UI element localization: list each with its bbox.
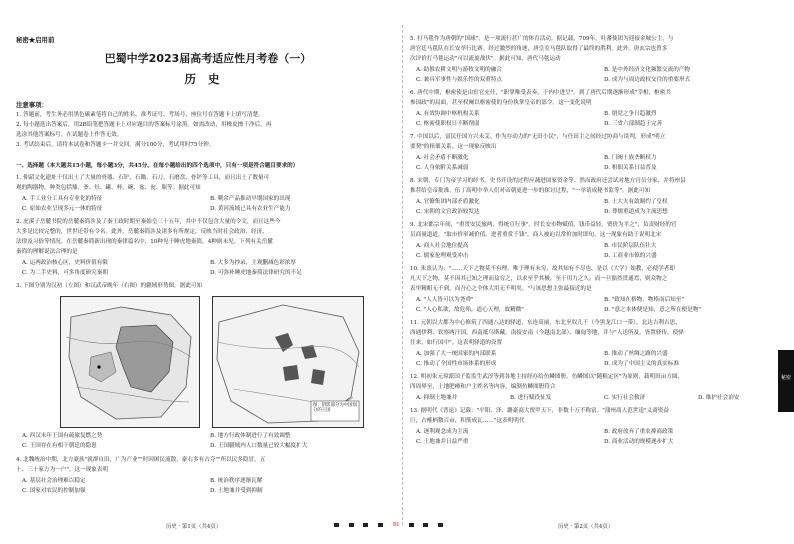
side-tab-label: 秘密	[780, 375, 791, 381]
option: A. 社会矛盾不断激化	[416, 155, 469, 161]
secret-label: 秘密★启用前	[16, 36, 55, 44]
q13-line: 13. 据明代《普论》记载："平阳、泽、潞豪商大贾甲天下，非数十万不称富。"蒲州商人范世逵"义商资益	[410, 408, 669, 414]
q10-line: 表里精粗无不到，而吾心之全体大用无不明矣。"与该思想主张最接近的是	[410, 286, 592, 292]
page-divider	[402, 25, 403, 525]
option: C. "人心私欲，故危殆，道心天理，故精微"	[416, 307, 524, 313]
note-line: 3. 考试结束后，请将本试卷和答题卡一并交回。满分100分，考试用时75分钟。	[16, 142, 215, 148]
q9-line: 员商量道道，"取市价率减价值，进者重赏千钱"。商人被迫以常价加时即旬，这一现象有助于说明北宋	[410, 232, 662, 238]
q4-line: 十、三十家方为一户"。这一现象表明	[16, 467, 109, 473]
mark-square	[409, 523, 414, 527]
option: A. 逐利观念成为主流	[416, 429, 469, 435]
option: B. 市民阶层队伍壮大	[604, 243, 657, 249]
q11-line: 往来，如行国中"。这表明驿道的设置	[410, 340, 503, 346]
footer-marks	[330, 522, 447, 528]
notes-title: 注意事项：	[16, 101, 48, 109]
option: D. 黄河流域已具有农业生产能力	[210, 206, 291, 212]
side-tab	[778, 350, 794, 412]
map-early-han-graphic	[61, 297, 199, 427]
q5-line: 次评价打马毯运动"可以流旋战伏"。据此可知，唐代马毯运动	[410, 56, 561, 62]
option: A. 西汉末年王国有疏旅复燃之势	[22, 433, 103, 439]
option: A. 手工业分工具有专业化的特征	[22, 196, 103, 202]
q7-line: 要契"的租佃关系。这一现象反映出	[410, 144, 497, 150]
option: D. 商业活动的规模逐步扩大	[604, 439, 674, 445]
option: A. 抑制土地兼并	[416, 395, 458, 401]
page-right	[410, 0, 794, 544]
option: B. 大多为抄录，主观删减色彩浓厚	[210, 260, 296, 266]
q8-line: 8. 宋朝，专门为帝学习的经书，史书开设的过程应蔬进国家资金等。然而政府还尝试对地方官员分家，并将州县	[410, 178, 686, 184]
q11-line: 西通伊利、钦察两汗国，西南抵乌斯藏，南接安南（今越南北部）、缅甸等地，并与"人送所及，皆置驿传，使驿	[410, 330, 684, 336]
option: C. 兼具军事性与娱乐性的双重特点	[416, 77, 502, 83]
q7-line: 7. 中国以后，富民任国方兴未艾。作为存动力的"无田小民"，与任田主之间经过协商与谈判，形成"明立	[410, 134, 666, 140]
q2-line: 秦简的理解说法合理的是	[16, 249, 78, 255]
section-heading: 一、选择题（本大题共15小题，每小题3分，共45分。在每小题给出的四个选项中，只有一项是符合题目要求的）	[16, 163, 299, 169]
option: A. 基层社会治理难以稳定	[22, 478, 86, 484]
option: D. 成为了中国主义的真实标准	[604, 361, 679, 367]
note-line: 2. 每小题选出答案后，用2B铅笔把答题卡上对应题目的答案标号涂黑。如需改动，用橡皮擦干净后，再	[16, 122, 272, 128]
q1-line: 1. 仰韶文化遗址干仅出土了大量的骨器、石铲、石锄、石刀、石磨盘、骨铲等工具，而且出土了数量可	[16, 175, 270, 181]
option: C. 人身依附关系减弱	[416, 165, 469, 171]
option: B. 朋党之争日趋激烈	[604, 111, 657, 117]
page-left	[16, 0, 400, 544]
option: C. 宋朝的文官政治较发达	[416, 209, 480, 215]
option: B. "致知在格物，物格而后知至"	[604, 297, 684, 303]
option: C. 推动了全国性市场体系的形成	[416, 361, 497, 367]
map-late-wudi	[212, 296, 364, 428]
option: C. 实行社会救济	[604, 395, 646, 401]
q2-line: 大多是比较完整的，世世还带有令名。此外，岳麓秦简涉及诸多有所规定，反映当时社会政治、经济、	[16, 229, 268, 235]
q4-line: 4. 北魏统治中期，北方豪族"就群自田，广为产业""时因困民流散，豪右多有占夺""所以民多隐冒，五	[16, 457, 266, 463]
option: B. 推动了丝绸之路的兴盛	[604, 351, 668, 357]
option: B. 地方行政体制进行了有效调整	[210, 433, 291, 439]
option: C. 国家对农民的控制加强	[22, 488, 86, 494]
mark-square	[423, 523, 428, 527]
option: B. 剩余产品推动早期国家的出现	[210, 196, 291, 202]
option: A. 商人社会地位提高	[416, 243, 469, 249]
mark-square	[378, 523, 383, 527]
mark-square	[363, 523, 368, 527]
option: D. 工商业市镇的兴盛	[604, 253, 657, 259]
q12-line: 四周界至，土地肥瘠和户主姓名等内容，编制鱼鳞图册符合	[410, 384, 556, 390]
map-early-han	[60, 296, 200, 428]
option: A. 运两政治核心区，史料价值有限	[22, 260, 108, 266]
option: C. 原始农业呈现多元一体的特征	[22, 206, 103, 212]
option: C. 王国存在有相干朝廷的隐患	[22, 443, 97, 449]
q5-line: 唐官廷马毯队在长安举行比赛。经过激烈的角逐，唐皇室马毯队取得了最终的胜利。此外，唐玄宗也曾多	[410, 46, 668, 52]
map-legend: 图：阴影部分为中国划分的王国	[313, 403, 357, 414]
q6-line: 参国政"的局面，甚至权阉以枢密使的身份执掌皇帝的部令。这一变化说明	[410, 100, 592, 106]
mark-square	[349, 523, 354, 527]
option: B. 士大夫有效制约了皇权	[604, 199, 668, 205]
option: D. 租佃关系日益普及	[604, 165, 657, 171]
q9-line: 9. 北宋都宗年间，"重贯安民旅两，得统宣行事"。时长安市物赋值，钱币益轻，贾价为平之"，负责财经的官	[410, 222, 677, 228]
q2-line: 2. 虎溪子岳麓书院的岳麓秦简涉及了秦王政时期至秦始皇三十五年，其中不仅包含大量的令文，而且这些今	[16, 219, 281, 225]
note-line: 1. 答题前，考生务必用黑色碳素笔将自己的姓名、准考证号、考场号、座位号在答题卡上填写清楚。	[16, 112, 264, 118]
option: C. 为二手史料，可多角度研究秦朝	[22, 270, 108, 276]
option: C. 枢密使职权日不断削弱	[416, 121, 480, 127]
option: B. 是中外经济文化频繁交流的产物	[604, 67, 690, 73]
option: D. 三省六部制趋于完善	[604, 121, 663, 127]
q12-line: 12. 明初朱元璋派国子监监生武淳等到各地主持经办给鱼鳞图册。鱼鳞图以"随粮定区"为原则，载明田亩方圆，	[410, 374, 684, 380]
q3-line: 3. 下图分别为汉初（左图）和汉武帝晚年（右图）的疆域形势图。据此可知	[16, 283, 203, 289]
option: D. "意之本体便是知，意之所在便是物"	[604, 307, 701, 313]
option: D. 王国疆域内人口数量已较大幅度扩大	[210, 443, 308, 449]
option: A. 助推农耕文明与游牧文明的融合	[416, 67, 502, 73]
option: A. "人人皆可以为尧舜"	[416, 297, 474, 303]
footer-left: 历史 · 第1页（共4页）	[166, 524, 222, 530]
option: B. 政府放弃了重农抑商政策	[604, 429, 674, 435]
q10-line: 凡天下之物，莫不因其已知之理而益穷之，以求至乎其极。至于用力之久，而一旦豁然贯通焉，则众物之	[410, 276, 668, 282]
option: C. 儒家伦理观受冲击	[416, 253, 469, 259]
mark-square	[438, 523, 443, 527]
option: A. 加强了大一统国家的内部联系	[416, 351, 497, 357]
q10-line: 10. 朱熹认为："……天下之物莫不有理，唯于理有未穷，故其知有不尽也，是以《大学》始教，必使学者即	[410, 266, 675, 272]
footer-mid-label: BI	[392, 522, 399, 528]
q11-line: 11. 元朝以大都为中心修筑了四通八达的驿道，东连高丽，东北至奴儿干（今黑龙江口一带），北达吉利吉思，	[410, 320, 681, 326]
q5-line: 5. 打马毯作为唐朝的"国球"，是一项流行甚广的体育活动。据记载，709年，吐蕃使团为迎接金城公主，与	[410, 36, 674, 42]
note-line: 选涂其他答案标号。在试题卷上作答无效。	[16, 132, 123, 138]
option: C. 土地兼并日益严重	[416, 439, 469, 445]
q13-line: 巨，占榷柄数百亩，积筋成瓦……"这表明明代	[410, 418, 525, 424]
option: A. 官僚集团内部矛盾激化	[416, 199, 480, 205]
option: D. 土地兼并受到抑制	[210, 488, 263, 494]
q6-line: 6. 唐代中期，枢密使是由宦官充任，"职掌唯受表奏，于内中进呈"。到了唐代后期逐渐形成"宰相，枢密共	[410, 90, 671, 96]
q1-line: 观的陶器物，种类包括鼎、釜、灶、罐、杯、碗、盆、瓮、瓶等。据此可知	[16, 185, 201, 191]
option: D. 可弥补睡虎地秦简法律研究的不足	[210, 270, 302, 276]
option: A. 有效协调中枢机构关系	[416, 111, 480, 117]
mark-square	[334, 523, 339, 527]
q2-line: 法律及习俗等情况。在岳麓秦简新出现的秦律篇名中，10种见于睡虎地秦简，4种则未见。下列有关岳麓	[16, 239, 273, 245]
q8-line: 推荐给皇帝批准，伍丁高明中举人们对帝朝更进一步的探讨过程，"一举请成秘书监等"。据此可知	[410, 188, 651, 194]
option: B. 进行赋役征发	[510, 395, 552, 401]
option: D. 尊儒重道成为主流思想	[604, 209, 668, 215]
exam-title: 巴蜀中学2023届高考适应性月考卷（一）	[104, 52, 312, 65]
footer-right: 历史 · 第2页（共4页）	[558, 524, 614, 530]
option: B. 门阀士族垄断权力	[604, 155, 657, 161]
option: D. 维护社会治安	[698, 395, 740, 401]
option: B. 统治秩序逐渐瓦解	[210, 478, 263, 484]
option: D. 成为与周边政权交往的重要形式	[604, 77, 691, 83]
exam-subject: 历史	[184, 72, 232, 86]
